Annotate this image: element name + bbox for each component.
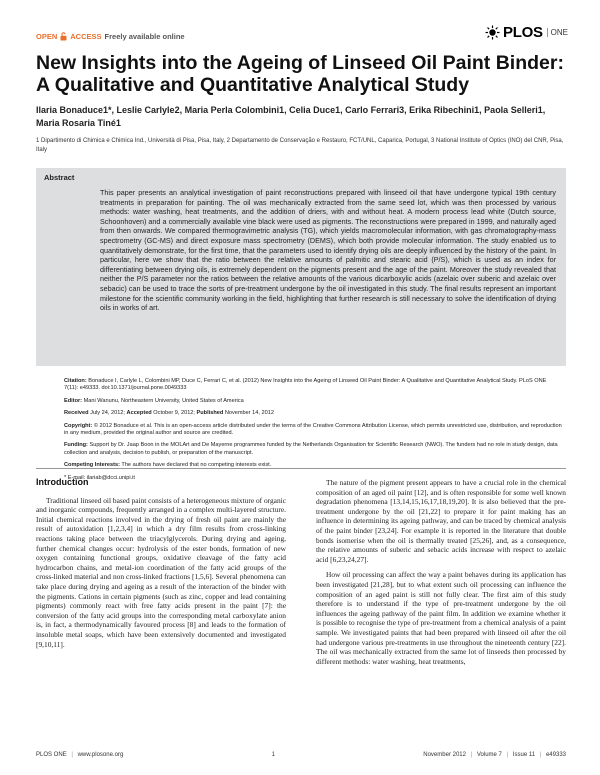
editor-line [64, 398, 562, 405]
access-label: ACCESS [70, 32, 102, 41]
funding-label: Funding: [64, 442, 88, 449]
footer-volume: Volume 7 [476, 752, 502, 758]
plos-sun-icon [485, 25, 500, 40]
received-label: Received [64, 410, 89, 417]
freely-available-label: Freely available online [104, 32, 185, 41]
citation-text: Bonaduce I, Carlyle L, Colombini MP, Duce C, Ferrari C, et al. (2012) New Insights into the Ageing of Linseed Oil Paint Binder: A Qualitative and Quantitative Analytical Study. PLoS ONE 7(11): e49333. doi:10.1371/journal.pone.0049333 [64, 378, 547, 392]
published-date: November 14, 2012 [224, 410, 274, 417]
one-logo-text: ONE [547, 28, 568, 37]
left-column [36, 478, 286, 655]
footer-right [423, 752, 566, 758]
open-access-badge [36, 32, 185, 41]
competing-interests-label: Competing Interests: [64, 462, 120, 469]
abstract-text: This paper presents an analytical investigation of paint reconstructions prepared with linseed oil that have undergone typical 19th century treatments in preparation for painting. The oil was mechanically extracted from the same seed lot, which was then processed by various methods: water washing, heat treatments, and the addition of driers, with and without heat. A modern process lead white (Dutch source, Schoonhoven) and a commercially available vine black were used as pigments. The reconstructions were prepared in 1999, and naturally aged from then onwards. We compared thermogravimetric analysis (TG), which yields macromolecular information, with gas chromatography-mass spectrometry (GC-MS) and direct exposure mass spectrometry (DEMS), which both provide molecular information. The study enabled us to quantitatively demonstrate, for the first time, that the parameters used to identify drying oils are deeply influenced by the history of the paint. In particular, here we show that the ratio between the relative amounts of palmitic and stearic acid (P/S), which is used as an index for differentiating between drying oils, is extremely dependent on the pigments present and the age of the paint. Moreover the study revealed that neither the P/S parameter nor the ratios between the relative amounts of the various dicarboxylic acids (azelaic over suberic and azelaic over sebacic) can be used to trace the sorts of pre-treatment undergone by the oil investigated in this study. The final results represent an important milestone for the scientific community working in the field, highlighting that further research is still necessary to solve the identification of drying oils in works of art. [100, 188, 556, 313]
plos-one-logo [485, 24, 568, 41]
footer-issue: Issue 11 [512, 752, 536, 758]
competing-interests-text: The authors have declared that no competing interests exist. [121, 462, 272, 469]
open-label: OPEN [36, 32, 58, 41]
funding-line [64, 442, 562, 457]
funding-text: Support by Dr. Jaap Boon in the MOLArt and De Mayerne programmes funded by the Netherlands Organisation for Scientific Research (NWO). The funders had no role in study design, data collection and analysis, decision to publish, or preparation of the manuscript. [64, 442, 558, 456]
footer-article-id: e49333 [545, 752, 566, 758]
published-label: Published [196, 410, 224, 417]
citation-line [64, 378, 562, 393]
intro-paragraph-2: The nature of the pigment present appears to have a crucial role in the chemical composition of an aged oil paint [12], and is often responsible for some well known degradation phenomena [13,14,15,16,17,18,19,20]. It is also believed that the pre-treatment undergone by the oil [21,22] to prepare it for paint making has an influence in determining its ageing pathway, and can be traced by chemical analysis of the paint binder [23,24]. For example it is reported in the literature that double bonds isomerise when the oil is thermally treated [25,26], and, as a consequence, the relative amounts of suberic and sebacic acids increase with respect to azelaic acid [6,23,24,27]. [316, 478, 566, 564]
author-list: Ilaria Bonaduce1*, Leslie Carlyle2, Maria Perla Colombini1, Celia Duce1, Carlo Ferrari3, Erika Ribechini1, Paola Selleri1, Maria Rosaria Tiné1 [36, 105, 546, 128]
accepted-label: Accepted [126, 410, 152, 417]
footer-separator: | [539, 752, 542, 758]
accepted-date: October 9, 2012; [153, 410, 195, 417]
right-column [316, 478, 566, 672]
footer-left [36, 752, 123, 758]
footer-website-link[interactable]: www.plosone.org [77, 752, 124, 758]
editor-label: Editor: [64, 397, 83, 404]
open-access-lock-icon [60, 32, 67, 41]
plos-logo-text: PLOS [503, 24, 543, 41]
footer-separator: | [71, 752, 73, 758]
footer-separator: | [470, 752, 473, 758]
abstract-box [36, 168, 566, 366]
footer-page-number: 1 [271, 752, 275, 758]
footer-separator: | [506, 752, 509, 758]
article-metadata [64, 378, 562, 487]
citation-label: Citation: [64, 378, 87, 384]
email-line: * E-mail: ilariab@dcci.unipi.it [64, 474, 135, 481]
editor-text: Mani Wanunu, Northeastern University, United States of America [83, 397, 244, 404]
footer-date: November 2012 [423, 752, 466, 758]
abstract-heading: Abstract [44, 173, 75, 182]
copyright-label: Copyright: [64, 422, 93, 429]
affiliations: 1 Dipartimento di Chimica e Chimica Ind., Università di Pisa, Pisa, Italy, 2 Departamento de Conservação e Restauro, FCT/UNL, Caparica, Portugal, 3 National Institute of Optics (INO) del CNR, Pisa, Italy [36, 138, 564, 153]
received-date: July 24, 2012; [90, 410, 125, 417]
copyright-text: © 2012 Bonaduce et al. This is an open-access article distributed under the terms of the Creative Commons Attribution License, which permits unrestricted use, distribution, and reproduction in any medium, provided the original author and source are credited. [64, 422, 562, 437]
dates-line [64, 410, 562, 417]
introduction-heading: Introduction [36, 477, 89, 487]
intro-paragraph-1: Traditional linseed oil based paint consists of a heterogeneous mixture of organic and inorganic compounds, frequently arranged in a complex multi-layered structure. Initial chemical reactions involved in the drying of fresh oil paint are mainly the result of autoxidation [1,2,3,4] in which a dry film results from cross-linking reactions taking place between the triacylglycerols. During drying and ageing, further chemical changes occur: hydrolysis of the ester bonds, formation of new oxygen containing functional groups, oxidative cleavage of the fatty acid hydrocarbon chains, and metal-ion coordination of the fatty acid groups of the cross-linked material and non cross-linked fractions [1,5,6]. Several phenomena can take place during drying and ageing as a result of the interaction of the binder with the pigments. Cations in certain pigments (such as zinc, copper and lead containing pigments) commonly react with free fatty acids present in the paint [7]: the conversion of the fatty acid groups into the corresponding metal carboxylate anion is, in fact, a thermodynamically favoured process [8] and leads to the formation of insoluble metal soaps, which have been extensively documented and investigated [9,10,11]. [36, 495, 286, 649]
section-divider [36, 468, 566, 469]
intro-paragraph-3: How oil processing can affect the way a paint behaves during its application has been investigated [21,28], but to what extent such oil processing can influence the composition of an aged paint is still not fully clear. The first aim of this study therefore is to understand if the type of pre-treatment undergone by the oil influences the ageing pathway of the paint film. In addition we examine whether it is possible to recognise the type of pre-treatment from a chemical analysis of a paint sample. We investigated paints that had been prepared with linseed oil after the oil had undergone various pre-treatments in use throughout the nineteenth century [22]. The oil was mechanically extracted from the same lot of linseeds then processed by different methods: water washing, heat treatments, [316, 570, 566, 666]
copyright-line [64, 423, 562, 438]
page-footer [36, 752, 566, 758]
article-title: New Insights into the Ageing of Linseed Oil Paint Binder: A Qualitative and Quantitative Analytical Study [36, 52, 564, 96]
footer-journal: PLOS ONE [36, 752, 67, 758]
